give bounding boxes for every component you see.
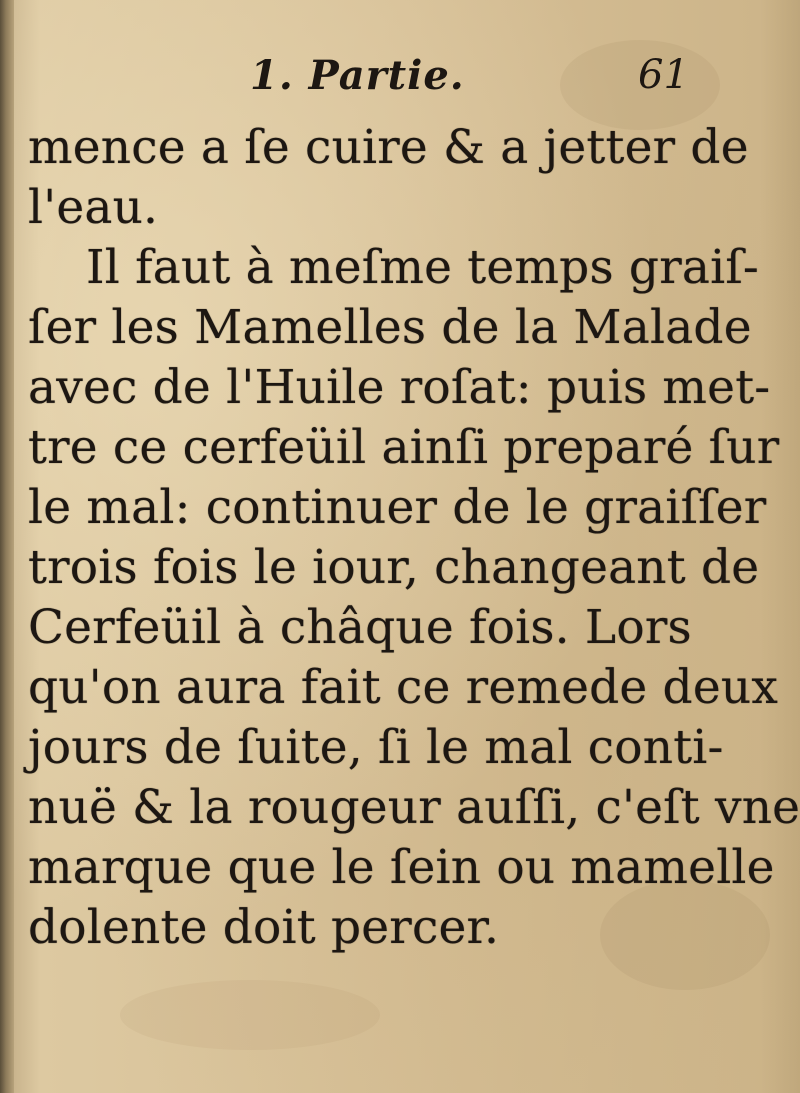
text-line: dolente doit percer. (28, 900, 500, 955)
running-head: 1. Partie. (250, 52, 465, 99)
paper-stain (120, 980, 380, 1050)
text-line: Cerfeüil à châque fois. Lors (28, 600, 692, 655)
page-number: 61 (638, 52, 689, 98)
page-gutter (0, 0, 14, 1093)
text-line: Il faut à meſme temps graiſ- (86, 240, 760, 295)
text-line: ſer les Mamelles de la Malade (28, 300, 752, 355)
text-line: le mal: continuer de le graiſſer (28, 480, 767, 535)
text-line: tre ce cerfeüil ainſi preparé ſur (28, 420, 780, 475)
text-line: trois fois le iour, changeant de (28, 540, 760, 595)
page-header (28, 52, 758, 112)
text-line: avec de l'Huile roſat: puis met- (28, 360, 771, 415)
text-line: qu'on aura fait ce remede deux (28, 660, 779, 715)
text-line: marque que le ſein ou mamelle (28, 840, 775, 895)
text-line: jours de ſuite, ſi le mal conti- (28, 720, 724, 775)
text-line: nuë & la rougeur auſſi, c'eſt vne (28, 780, 800, 835)
text-line: l'eau. (28, 180, 159, 235)
text-line: mence a ſe cuire & a jetter de (28, 120, 749, 175)
text-block (28, 52, 800, 955)
